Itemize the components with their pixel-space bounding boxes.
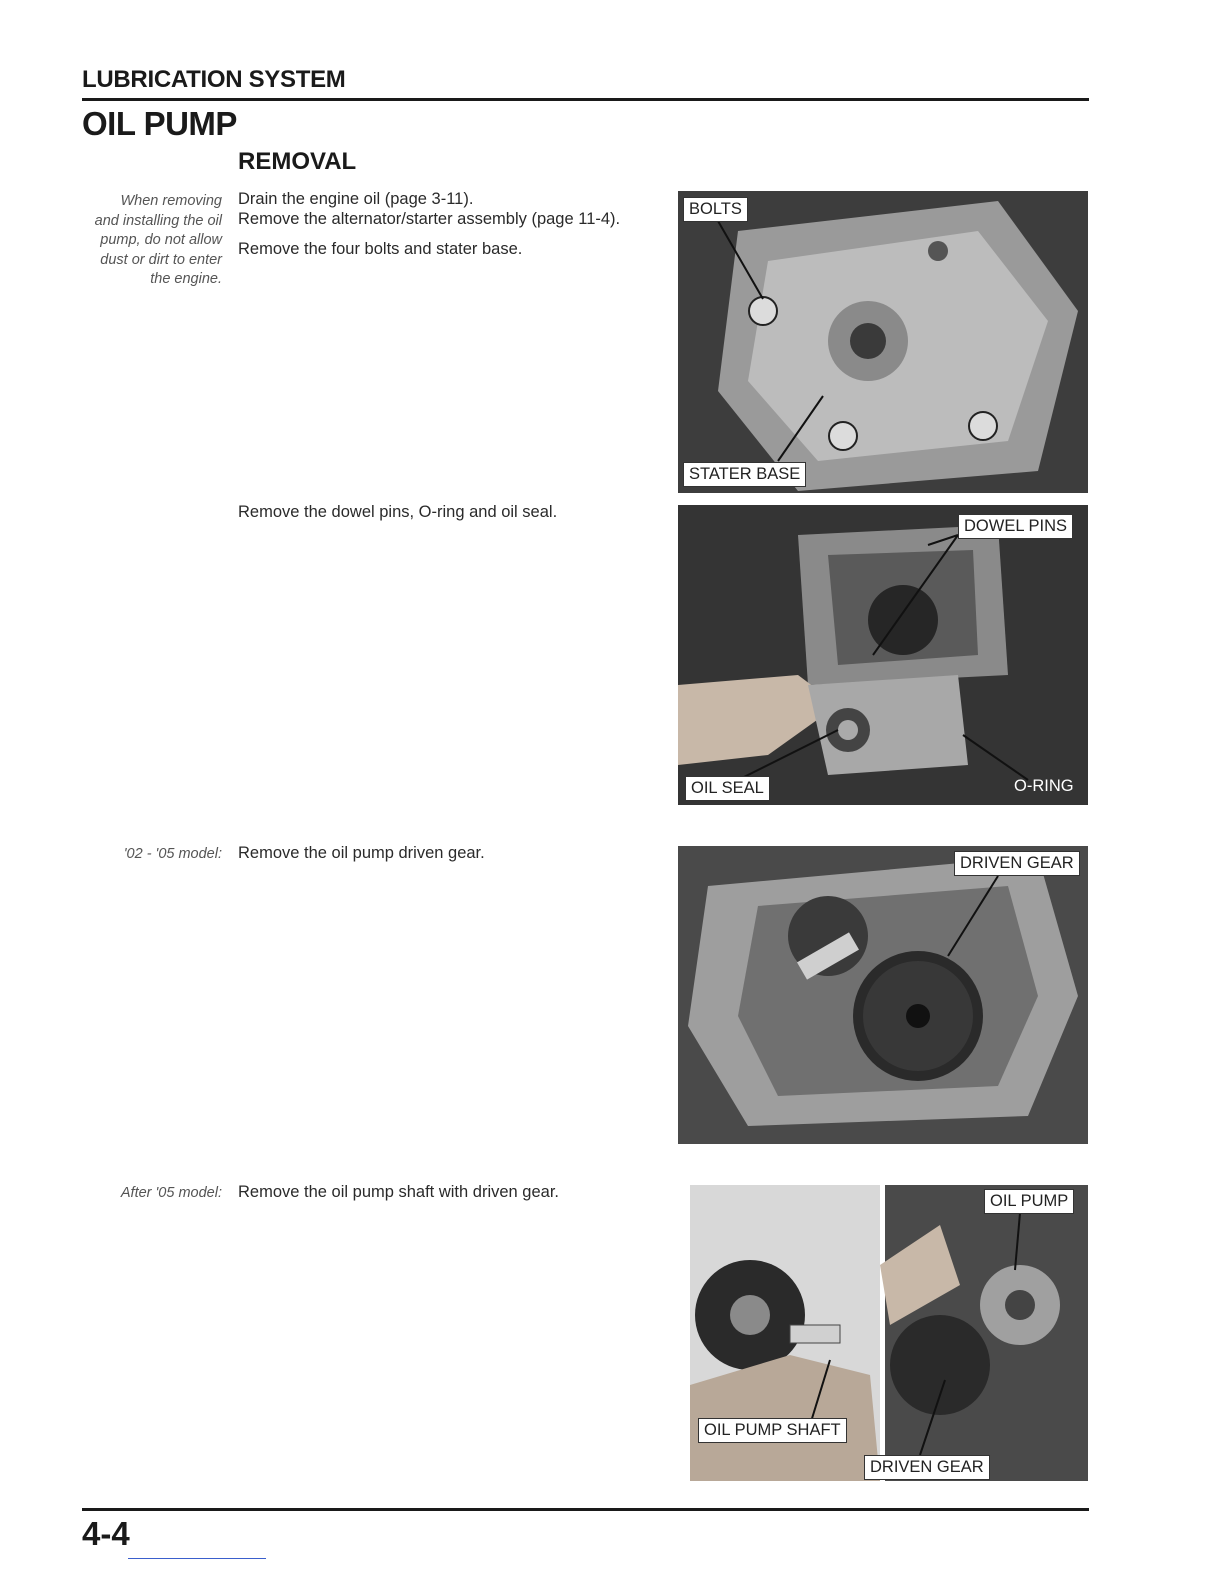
sub-heading-removal: REMOVAL bbox=[238, 148, 357, 175]
label-driven-gear-2: DRIVEN GEAR bbox=[864, 1455, 990, 1480]
label-dowel-pins: DOWEL PINS bbox=[958, 514, 1073, 539]
side-note-line: pump, do not allow bbox=[100, 232, 222, 248]
step-dowel: Remove the dowel pins, O-ring and oil seal. bbox=[238, 503, 558, 521]
step-alternator: Remove the alternator/starter assembly (page 11-4). bbox=[238, 210, 621, 228]
figure-driven-gear-photo bbox=[678, 846, 1088, 1144]
page-title: OIL PUMP bbox=[82, 105, 237, 142]
step-drain: Drain the engine oil (page 3-11). bbox=[238, 190, 474, 208]
page-number: 4-4 bbox=[82, 1515, 130, 1552]
link-underline[interactable] bbox=[128, 1558, 266, 1559]
figure-stater-base-photo bbox=[678, 191, 1088, 493]
figure-dowel-pins-photo bbox=[678, 505, 1088, 805]
header-rule bbox=[82, 98, 1089, 101]
side-note-line: and installing the oil bbox=[94, 212, 222, 229]
label-stater-base: STATER BASE bbox=[683, 462, 806, 487]
label-bolts: BOLTS bbox=[683, 197, 748, 222]
label-driven-gear: DRIVEN GEAR bbox=[954, 851, 1080, 876]
side-note-line: dust or dirt to enter bbox=[100, 251, 222, 268]
dowel-pins-illustration bbox=[678, 505, 1088, 805]
label-oil-pump-shaft: OIL PUMP SHAFT bbox=[698, 1418, 847, 1443]
label-oil-seal: OIL SEAL bbox=[685, 776, 770, 801]
step-bolts: Remove the four bolts and stater base. bbox=[238, 240, 523, 258]
driven-gear-illustration bbox=[678, 846, 1088, 1144]
side-note-line: the engine. bbox=[150, 271, 222, 287]
label-oil-pump: OIL PUMP bbox=[984, 1189, 1074, 1214]
section-header: LUBRICATION SYSTEM bbox=[82, 66, 346, 93]
stater-base-illustration bbox=[678, 191, 1088, 493]
footer-rule bbox=[82, 1508, 1089, 1511]
step-shaft: Remove the oil pump shaft with driven gear. bbox=[238, 1183, 560, 1201]
step-driven-gear: Remove the oil pump driven gear. bbox=[238, 844, 485, 862]
side-note-model-after-05: After '05 model: bbox=[120, 1185, 222, 1201]
side-note-model-02-05: '02 - '05 model: bbox=[123, 846, 222, 862]
side-note-line: When removing bbox=[120, 193, 222, 209]
figure-oil-pump-shaft-photo bbox=[690, 1185, 1088, 1481]
side-note-caution bbox=[60, 192, 222, 290]
label-o-ring: O-RING bbox=[1014, 777, 1074, 795]
